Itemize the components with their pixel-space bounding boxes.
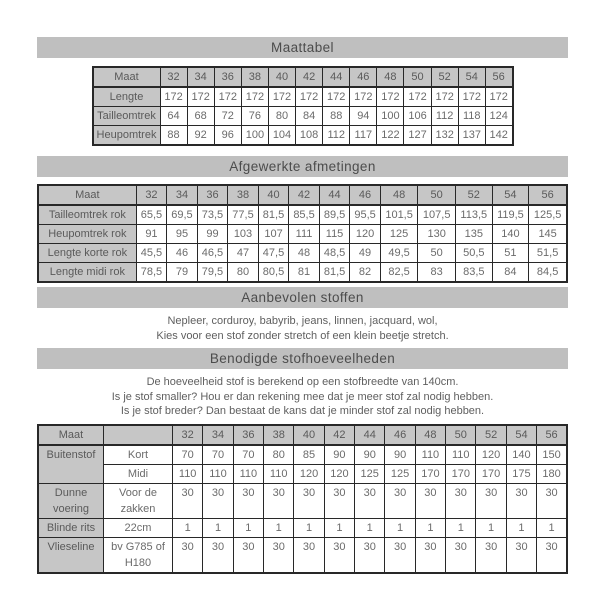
value-cell: 172: [431, 87, 458, 107]
value-cell: 95: [167, 225, 198, 244]
value-cell: 172: [350, 87, 377, 107]
value-cell: 47,5: [258, 244, 289, 263]
value-cell: 90: [324, 445, 354, 465]
size-header-cell: 36: [233, 425, 263, 445]
value-cell: 84: [296, 107, 323, 126]
value-cell: 51: [492, 244, 529, 263]
corner-label-cell: Maat: [38, 185, 136, 205]
value-cell: 115: [319, 225, 350, 244]
value-cell: 30: [203, 483, 233, 518]
value-cell: 30: [233, 483, 263, 518]
size-header-cell: 56: [529, 185, 567, 205]
value-cell: 180: [537, 464, 567, 483]
size-header-cell: 52: [431, 67, 458, 87]
value-cell: 135: [455, 225, 492, 244]
value-cell: 46: [167, 244, 198, 263]
value-cell: 1: [355, 518, 385, 537]
value-cell: 30: [173, 483, 203, 518]
size-header-cell: 52: [476, 425, 506, 445]
value-cell: 30: [173, 537, 203, 573]
value-cell: 172: [485, 87, 512, 107]
row-sublabel-cell: 22cm: [104, 518, 173, 537]
value-cell: 117: [350, 126, 377, 146]
table-row: [93, 87, 513, 107]
value-cell: 30: [446, 483, 476, 518]
value-cell: 1: [446, 518, 476, 537]
size-header-cell: 42: [324, 425, 354, 445]
value-cell: 137: [458, 126, 485, 146]
table-row: [38, 225, 567, 244]
value-cell: 170: [446, 464, 476, 483]
value-cell: 120: [324, 464, 354, 483]
value-cell: 120: [476, 445, 506, 465]
section-header-afgewerkte-afmetingen: [37, 156, 568, 177]
value-cell: 30: [264, 537, 294, 573]
value-cell: 132: [431, 126, 458, 146]
size-header-cell: 48: [377, 67, 404, 87]
size-header-cell: 38: [241, 67, 268, 87]
header-row: [38, 185, 567, 205]
quantities-intro-text: [37, 375, 568, 419]
value-cell: 50: [418, 244, 456, 263]
value-cell: 140: [492, 225, 529, 244]
value-cell: 118: [458, 107, 485, 126]
value-cell: 172: [323, 87, 350, 107]
value-cell: 80: [264, 445, 294, 465]
value-cell: 124: [485, 107, 512, 126]
size-header-cell: 42: [289, 185, 320, 205]
value-cell: 85,5: [289, 205, 320, 225]
value-cell: 106: [404, 107, 431, 126]
value-cell: 30: [264, 483, 294, 518]
section-header-benodigde-stofhoeveelheden: [37, 348, 568, 369]
value-cell: 110: [173, 464, 203, 483]
value-cell: 84: [492, 263, 529, 283]
row-label-cell: Heupomtrek: [93, 126, 161, 146]
quantities-line-1: De hoeveelheid stof is berekend op een stofbreedte van 140cm.: [146, 376, 459, 388]
value-cell: 140: [506, 445, 536, 465]
value-cell: 170: [415, 464, 445, 483]
size-header-cell: 52: [455, 185, 492, 205]
table-row: [93, 126, 513, 146]
row-label-cell: Heupomtrek rok: [38, 225, 136, 244]
value-cell: 94: [350, 107, 377, 126]
value-cell: 125: [355, 464, 385, 483]
value-cell: 96: [214, 126, 241, 146]
size-header-cell: 32: [136, 185, 167, 205]
value-cell: 70: [233, 445, 263, 465]
value-cell: 90: [385, 445, 415, 465]
finished-dimensions-table: [37, 184, 568, 283]
value-cell: 30: [294, 537, 324, 573]
size-header-cell: 48: [380, 185, 418, 205]
table-row: [38, 518, 567, 537]
value-cell: 172: [268, 87, 295, 107]
size-header-cell: 38: [264, 425, 294, 445]
value-cell: 145: [529, 225, 567, 244]
row-label-cell: Dunne voering: [38, 483, 104, 518]
value-cell: 84,5: [529, 263, 567, 283]
section-header-aanbevolen-stoffen: [37, 287, 568, 308]
fabrics-line-2: Kies voor een stof zonder stretch of een klein beetje stretch.: [156, 329, 449, 342]
value-cell: 172: [187, 87, 214, 107]
size-header-cell: 40: [268, 67, 295, 87]
value-cell: 107,5: [418, 205, 456, 225]
value-cell: 48: [289, 244, 320, 263]
value-cell: 82: [350, 263, 381, 283]
value-cell: 79: [167, 263, 198, 283]
value-cell: 46,5: [197, 244, 228, 263]
value-cell: 30: [294, 483, 324, 518]
size-header-cell: 50: [418, 185, 456, 205]
size-header-cell: 40: [258, 185, 289, 205]
value-cell: 49: [350, 244, 381, 263]
row-label-cell: Lengte midi rok: [38, 263, 136, 283]
value-cell: 142: [485, 126, 512, 146]
header-row: [93, 67, 513, 87]
value-cell: 30: [355, 537, 385, 573]
value-cell: 172: [296, 87, 323, 107]
corner-label-cell: Maat: [93, 67, 161, 87]
value-cell: 175: [506, 464, 536, 483]
size-header-cell: 56: [537, 425, 567, 445]
value-cell: 95,5: [350, 205, 381, 225]
value-cell: 110: [203, 464, 233, 483]
row-label-cell: Lengte: [93, 87, 161, 107]
value-cell: 80: [228, 263, 259, 283]
table-row: [38, 537, 567, 573]
value-cell: 88: [323, 107, 350, 126]
value-cell: 172: [214, 87, 241, 107]
value-cell: 64: [160, 107, 187, 126]
value-cell: 72: [214, 107, 241, 126]
size-header-cell: 42: [296, 67, 323, 87]
size-header-cell: 54: [458, 67, 485, 87]
value-cell: 112: [323, 126, 350, 146]
value-cell: 1: [324, 518, 354, 537]
value-cell: 30: [415, 537, 445, 573]
value-cell: 172: [241, 87, 268, 107]
value-cell: 70: [173, 445, 203, 465]
value-cell: 172: [160, 87, 187, 107]
value-cell: 99: [197, 225, 228, 244]
quantities-line-3: Is je stof breder? Dan bestaat de kans dat je minder stof zal nodig hebben.: [120, 405, 485, 417]
value-cell: 30: [355, 483, 385, 518]
value-cell: 68: [187, 107, 214, 126]
empty-header-cell: [104, 425, 173, 445]
value-cell: 51,5: [529, 244, 567, 263]
value-cell: 1: [173, 518, 203, 537]
row-label-cell: Vlieseline: [38, 537, 104, 573]
size-header-cell: 34: [167, 185, 198, 205]
value-cell: 30: [385, 483, 415, 518]
size-header-cell: 46: [385, 425, 415, 445]
fabrics-text: [37, 314, 568, 343]
corner-label-cell: Maat: [38, 425, 104, 445]
section-title: Maattabel: [271, 40, 334, 55]
value-cell: 30: [476, 537, 506, 573]
value-cell: 125: [380, 225, 418, 244]
value-cell: 30: [506, 483, 536, 518]
value-cell: 113,5: [455, 205, 492, 225]
row-label-cell: Lengte korte rok: [38, 244, 136, 263]
value-cell: 80: [268, 107, 295, 126]
value-cell: 30: [385, 537, 415, 573]
value-cell: 77,5: [228, 205, 259, 225]
value-cell: 111: [289, 225, 320, 244]
value-cell: 83: [418, 263, 456, 283]
row-label-cell: Buitenstof: [38, 445, 104, 484]
size-header-cell: 38: [228, 185, 259, 205]
value-cell: 110: [446, 445, 476, 465]
value-cell: 100: [377, 107, 404, 126]
table-row: [38, 244, 567, 263]
section-title: Aanbevolen stoffen: [241, 290, 364, 305]
row-sublabel-cell: Kort: [104, 445, 173, 465]
value-cell: 92: [187, 126, 214, 146]
value-cell: 85: [294, 445, 324, 465]
value-cell: 1: [476, 518, 506, 537]
value-cell: 172: [377, 87, 404, 107]
header-row: [38, 425, 567, 445]
value-cell: 170: [476, 464, 506, 483]
value-cell: 80,5: [258, 263, 289, 283]
fabric-quantity-table: [37, 424, 568, 574]
value-cell: 172: [404, 87, 431, 107]
row-sublabel-cell: Midi: [104, 464, 173, 483]
table-row: [93, 107, 513, 126]
row-label-cell: Tailleomtrek: [93, 107, 161, 126]
size-header-cell: 36: [197, 185, 228, 205]
value-cell: 125,5: [529, 205, 567, 225]
value-cell: 120: [350, 225, 381, 244]
value-cell: 30: [324, 483, 354, 518]
value-cell: 76: [241, 107, 268, 126]
row-sublabel-cell: Voor de zakken: [104, 483, 173, 518]
section-header-maattabel: [37, 37, 568, 58]
row-sublabel-cell: bv G785 of H180: [104, 537, 173, 573]
value-cell: 103: [228, 225, 259, 244]
size-header-cell: 50: [446, 425, 476, 445]
value-cell: 49,5: [380, 244, 418, 263]
size-header-cell: 50: [404, 67, 431, 87]
value-cell: 91: [136, 225, 167, 244]
size-header-cell: 56: [485, 67, 512, 87]
value-cell: 65,5: [136, 205, 167, 225]
value-cell: 110: [415, 445, 445, 465]
value-cell: 1: [203, 518, 233, 537]
value-cell: 1: [537, 518, 567, 537]
size-header-cell: 44: [323, 67, 350, 87]
value-cell: 83,5: [455, 263, 492, 283]
value-cell: 88: [160, 126, 187, 146]
value-cell: 81,5: [258, 205, 289, 225]
size-header-cell: 34: [203, 425, 233, 445]
value-cell: 125: [385, 464, 415, 483]
value-cell: 79,5: [197, 263, 228, 283]
size-header-cell: 40: [294, 425, 324, 445]
table-row: [38, 205, 567, 225]
row-label-cell: Blinde rits: [38, 518, 104, 537]
size-header-cell: 34: [187, 67, 214, 87]
size-header-cell: 44: [355, 425, 385, 445]
value-cell: 30: [233, 537, 263, 573]
fabrics-line-1: Nepleer, corduroy, babyrib, jeans, linnen, jacquard, wol,: [167, 315, 438, 327]
row-label-cell: Tailleomtrek rok: [38, 205, 136, 225]
section-title: Benodigde stofhoeveelheden: [209, 351, 396, 366]
value-cell: 82,5: [380, 263, 418, 283]
value-cell: 119,5: [492, 205, 529, 225]
value-cell: 45,5: [136, 244, 167, 263]
value-cell: 30: [415, 483, 445, 518]
table-row: [38, 445, 567, 465]
value-cell: 70: [203, 445, 233, 465]
value-cell: 1: [294, 518, 324, 537]
size-header-cell: 44: [319, 185, 350, 205]
value-cell: 120: [294, 464, 324, 483]
table-row: [38, 464, 567, 483]
size-header-cell: 54: [492, 185, 529, 205]
value-cell: 81: [289, 263, 320, 283]
value-cell: 127: [404, 126, 431, 146]
value-cell: 30: [537, 537, 567, 573]
quantities-line-2: Is je stof smaller? Hou er dan rekening mee dat je meer stof zal nodig hebben.: [111, 390, 494, 403]
value-cell: 30: [203, 537, 233, 573]
value-cell: 101,5: [380, 205, 418, 225]
value-cell: 30: [506, 537, 536, 573]
value-cell: 30: [476, 483, 506, 518]
value-cell: 47: [228, 244, 259, 263]
value-cell: 89,5: [319, 205, 350, 225]
value-cell: 30: [446, 537, 476, 573]
value-cell: 69,5: [167, 205, 198, 225]
value-cell: 30: [324, 537, 354, 573]
value-cell: 107: [258, 225, 289, 244]
size-table: [92, 66, 514, 146]
size-header-cell: 32: [160, 67, 187, 87]
value-cell: 90: [355, 445, 385, 465]
value-cell: 1: [506, 518, 536, 537]
value-cell: 122: [377, 126, 404, 146]
value-cell: 1: [233, 518, 263, 537]
value-cell: 1: [415, 518, 445, 537]
size-header-cell: 54: [506, 425, 536, 445]
table-row: [38, 263, 567, 283]
section-title: Afgewerkte afmetingen: [229, 159, 376, 174]
value-cell: 150: [537, 445, 567, 465]
value-cell: 1: [264, 518, 294, 537]
value-cell: 78,5: [136, 263, 167, 283]
value-cell: 108: [296, 126, 323, 146]
value-cell: 30: [537, 483, 567, 518]
value-cell: 104: [268, 126, 295, 146]
value-cell: 100: [241, 126, 268, 146]
value-cell: 48,5: [319, 244, 350, 263]
value-cell: 172: [458, 87, 485, 107]
value-cell: 110: [233, 464, 263, 483]
table-row: [38, 483, 567, 518]
value-cell: 81,5: [319, 263, 350, 283]
value-cell: 130: [418, 225, 456, 244]
size-header-cell: 46: [350, 185, 381, 205]
value-cell: 112: [431, 107, 458, 126]
size-header-cell: 48: [415, 425, 445, 445]
size-header-cell: 32: [173, 425, 203, 445]
size-header-cell: 46: [350, 67, 377, 87]
value-cell: 1: [385, 518, 415, 537]
size-header-cell: 36: [214, 67, 241, 87]
value-cell: 73,5: [197, 205, 228, 225]
value-cell: 50,5: [455, 244, 492, 263]
value-cell: 110: [264, 464, 294, 483]
